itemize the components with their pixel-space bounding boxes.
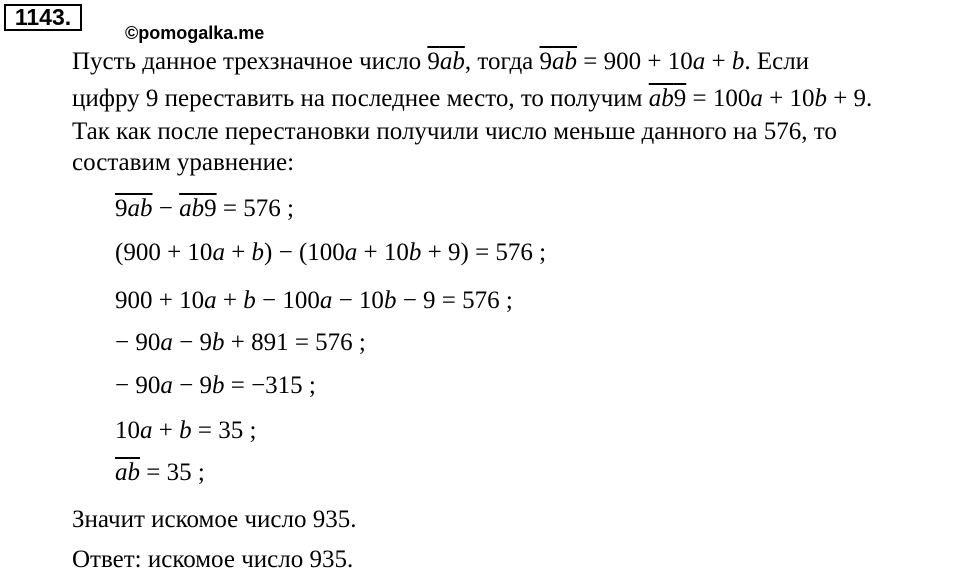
equation-2: (900 + 10a + b) − (100a + 10b + 9) = 576 ; — [115, 239, 547, 266]
problem-number: 1143. — [4, 4, 82, 31]
text: цифру 9 переставить на последнее место, то получим — [72, 85, 649, 112]
text: . Если — [744, 48, 810, 75]
number-9ab: 9ab — [427, 48, 465, 75]
paragraph-line-4: составим уравнение: — [72, 149, 295, 176]
equation-6: 10a + b = 35 ; — [115, 417, 257, 444]
equation-5: − 90a − 9b = −315 ; — [115, 372, 316, 399]
number-ab: $\overline{ab}$ — [115, 459, 140, 486]
conclusion: Значит искомое число 935. — [72, 506, 357, 533]
answer: Ответ: искомое число 935. — [72, 546, 354, 573]
var-b: b — [731, 48, 745, 75]
number-9ab: 9ab — [115, 195, 153, 222]
number-ab9: ab9 — [648, 85, 687, 112]
equation-7: $\overline{ab} = 35$ ; — [115, 459, 205, 486]
text: + — [705, 48, 732, 75]
text: + 10 — [762, 85, 815, 112]
var-a: a — [692, 48, 706, 75]
paragraph-line-2 — [72, 84, 872, 114]
var-a: a — [750, 85, 763, 112]
equation-3: 900 + 10a + b − 100a − 10b − 9 = 576 ; — [115, 287, 513, 314]
watermark: ©pomogalka.me — [125, 23, 265, 43]
paragraph-line-3: Так как после перестановки получили число меньше данного на 576, то — [72, 118, 837, 145]
number-ab9: ab9 — [179, 195, 217, 222]
text: , тогда — [464, 48, 540, 75]
text: Пусть данное трехзначное число — [72, 48, 428, 75]
equation-4: − 90a − 9b + 891 = 576 ; — [115, 329, 366, 356]
var-b: b — [814, 85, 827, 112]
number-9ab: 9ab — [539, 48, 578, 75]
equation-1: 9ab − ab9 = 576 ; — [115, 195, 294, 222]
paragraph-line-1 — [72, 47, 809, 77]
text: = 900 + 10 — [577, 48, 693, 75]
text: = 100 — [686, 85, 751, 112]
text: + 9. — [826, 85, 873, 112]
